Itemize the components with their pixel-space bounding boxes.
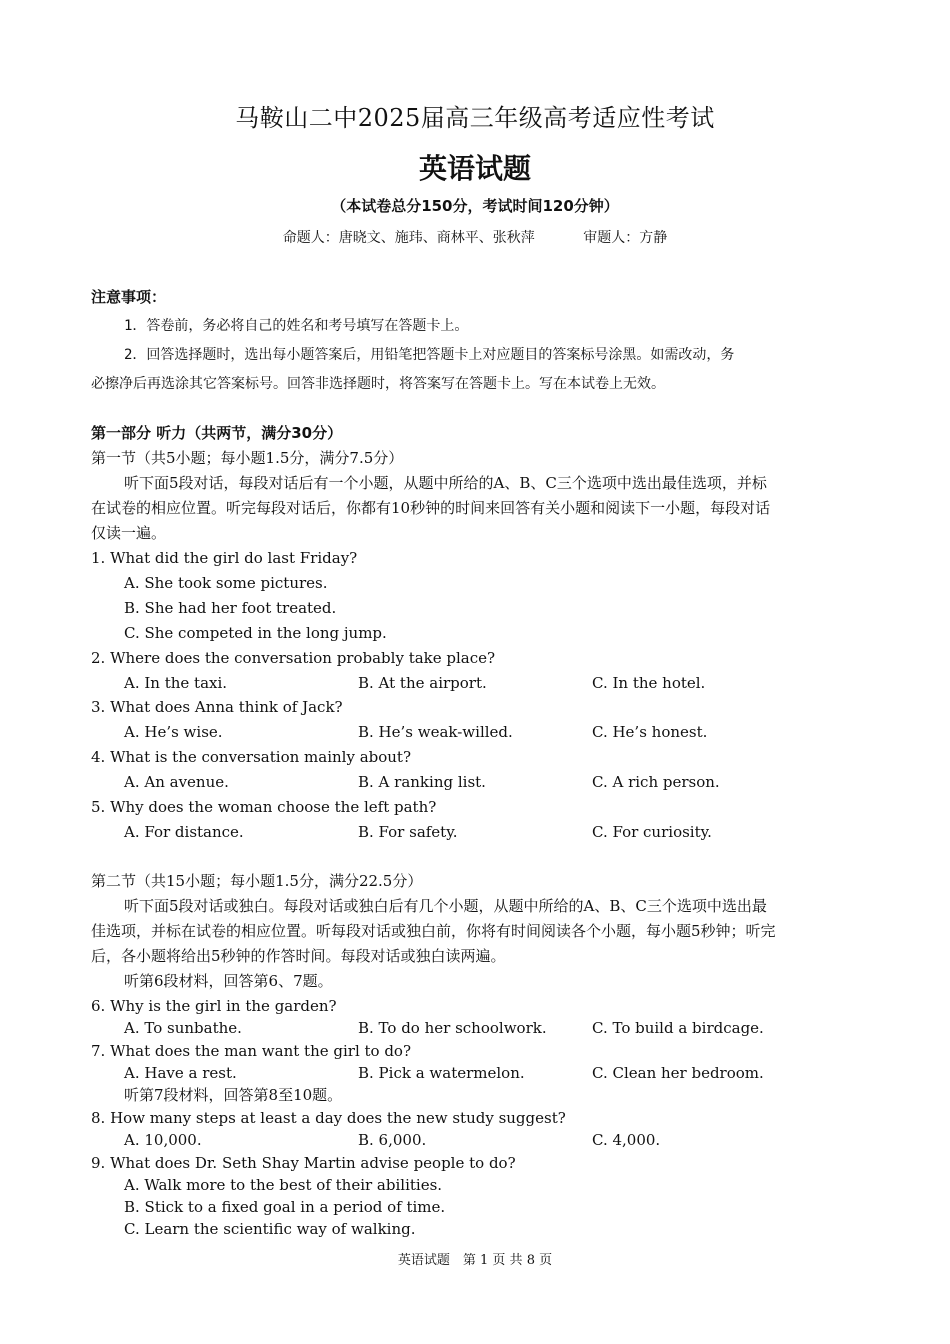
section1-instruction-line-2: 在试卷的相应位置。听完每段对话后，你都有10秒钟的时间来回答有关小题和阅读下一小题，每段对话	[91, 499, 771, 517]
question-3-stem: 3. What does Anna think of Jack?	[91, 698, 343, 716]
question-1-option-a: A. She took some pictures.	[124, 574, 328, 592]
question-3-option-c: C. He’s honest.	[592, 723, 708, 741]
question-8-option-b: B. 6,000.	[358, 1131, 427, 1149]
question-3-option-a: A. He’s wise.	[124, 723, 223, 741]
school-exam-title: 马鞍山二中2025届高三年级高考适应性考试	[235, 104, 715, 132]
question-6-option-c: C. To build a birdcage.	[592, 1019, 764, 1037]
question-4-option-c: C. A rich person.	[592, 773, 720, 791]
question-9-option-a: A. Walk more to the best of their abilities.	[124, 1176, 443, 1194]
question-5-option-a: A. For distance.	[124, 823, 244, 841]
question-1-option-b: B. She had her foot treated.	[124, 599, 337, 617]
question-5-option-c: C. For curiosity.	[592, 823, 712, 841]
question-2-option-a: A. In the taxi.	[124, 674, 228, 692]
section2-instruction-line-1: 听下面5段对话或独白。每段对话或独白后有几个小题，从题中所给的A、B、C三个选项中选出最	[124, 897, 767, 915]
question-4-option-b: B. A ranking list.	[358, 773, 486, 791]
notice-heading: 注意事项：	[91, 288, 167, 306]
question-1-option-c: C. She competed in the long jump.	[124, 624, 387, 642]
question-7-option-a: A. Have a rest.	[124, 1064, 237, 1082]
section2-instruction-line-3: 后，各小题将给出5秒钟的作答时间。每段对话或独白读两遍。	[91, 947, 506, 965]
question-9-option-b: B. Stick to a fixed goal in a period of time.	[124, 1198, 446, 1216]
author-line	[0, 227, 950, 247]
page-footer: 英语试题 第 1 页 共 8 页	[397, 1253, 553, 1268]
question-9-option-c: C. Learn the scientific way of walking.	[124, 1220, 416, 1238]
material-6-note: 听第6段材料，回答第6、7题。	[124, 972, 333, 990]
subject-title: 英语试题	[418, 152, 531, 185]
question-6-option-a: A. To sunbathe.	[124, 1019, 242, 1037]
section1-instruction-line-3: 仅读一遍。	[91, 524, 167, 542]
reviewer: 审题人：方静	[583, 230, 668, 246]
question-7-stem: 7. What does the man want the girl to do?	[91, 1042, 412, 1060]
material-7-note: 听第7段材料，回答第8至10题。	[124, 1086, 343, 1104]
question-4-option-a: A. An avenue.	[124, 773, 229, 791]
authors: 命题人：唐晓文、施玮、商林平、张秋萍	[282, 230, 535, 246]
question-3-option-b: B. He’s weak-willed.	[358, 723, 513, 741]
question-6-option-b: B. To do her schoolwork.	[358, 1019, 547, 1037]
notice-item-2-line-2: 必擦净后再选涂其它答案标号。回答非选择题时，将答案写在答题卡上。写在本试卷上无效。	[91, 376, 665, 392]
question-2-option-b: B. At the airport.	[358, 674, 487, 692]
question-5-option-b: B. For safety.	[358, 823, 458, 841]
question-4-stem: 4. What is the conversation mainly about?	[91, 748, 412, 766]
question-5-stem: 5. Why does the woman choose the left path?	[91, 798, 437, 816]
question-8-stem: 8. How many steps at least a day does the new study suggest?	[91, 1109, 566, 1127]
question-2-stem: 2. Where does the conversation probably take place?	[91, 649, 496, 667]
question-8-option-c: C. 4,000.	[592, 1131, 661, 1149]
section2-heading: 第二节（共15小题；每小题1.5分，满分22.5分）	[91, 872, 423, 890]
question-8-option-a: A. 10,000.	[124, 1131, 202, 1149]
section2-instruction-line-2: 佳选项，并标在试卷的相应位置。听每段对话或独白前，你将有时间阅读各个小题，每小题5秒钟；听完	[91, 922, 776, 940]
section1-instruction-line-1: 听下面5段对话，每段对话后有一个小题，从题中所给的A、B、C三个选项中选出最佳选项，并标	[124, 474, 767, 492]
exam-info: （本试卷总分150分，考试时间120分钟）	[331, 197, 619, 215]
notice-item-2-line-1: 2．回答选择题时，选出每小题答案后，用铅笔把答题卡上对应题目的答案标号涂黑。如需改动，务	[124, 347, 735, 363]
question-6-stem: 6. Why is the girl in the garden?	[91, 997, 337, 1015]
part1-heading: 第一部分 听力（共两节，满分30分）	[91, 424, 343, 442]
section1-heading: 第一节（共5小题；每小题1.5分，满分7.5分）	[91, 449, 404, 467]
notice-item-1: 1．答卷前，务必将自己的姓名和考号填写在答题卡上。	[124, 318, 469, 334]
question-9-stem: 9. What does Dr. Seth Shay Martin advise people to do?	[91, 1154, 516, 1172]
question-7-option-c: C. Clean her bedroom.	[592, 1064, 764, 1082]
question-2-option-c: C. In the hotel.	[592, 674, 706, 692]
question-1-stem: 1. What did the girl do last Friday?	[91, 549, 358, 567]
question-7-option-b: B. Pick a watermelon.	[358, 1064, 525, 1082]
